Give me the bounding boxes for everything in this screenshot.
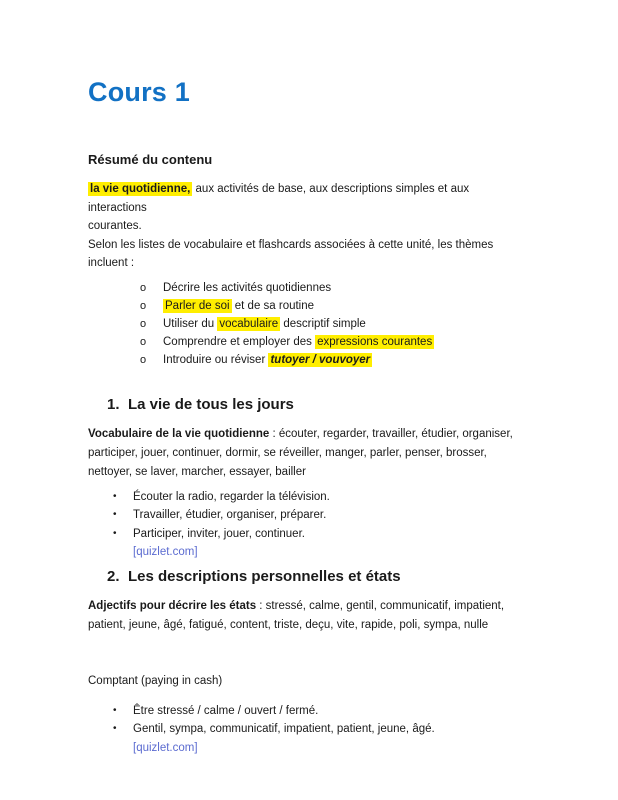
highlighted-phrase: expressions courantes xyxy=(317,335,433,348)
vocab-paragraph xyxy=(88,425,530,482)
cash-note: Comptant (paying in cash) xyxy=(88,674,223,687)
section-2-number: 2. xyxy=(107,567,120,585)
circle-bullet-icon: o xyxy=(140,335,147,348)
page-title: Cours 1 xyxy=(88,77,190,107)
intro-line-3: Selon les listes de vocabulaire et flashcards associées à cette unité, les thèmes xyxy=(88,238,494,251)
theme-item xyxy=(88,351,530,369)
intro-line-1: la vie quotidienne, aux activités de base, aux descriptions simples et aux interactions xyxy=(88,183,470,214)
theme-text: Parler de soi et de sa routine xyxy=(165,299,315,312)
circle-bullet-icon: o xyxy=(140,317,147,330)
section-1-number: 1. xyxy=(107,395,120,413)
circle-bullet-icon: o xyxy=(140,353,147,366)
theme-item xyxy=(88,297,530,315)
bullet-icon: • xyxy=(113,527,117,539)
theme-text: Utiliser du vocabulaire descriptif simple xyxy=(163,317,366,330)
section-1-heading xyxy=(88,394,530,415)
adjectives-line-1: Adjectifs pour décrire les états : stressé, calme, gentil, communicatif, impatient, xyxy=(88,599,505,612)
highlighted-phrase: vocabulaire xyxy=(219,317,279,330)
bullet-icon: • xyxy=(113,723,117,734)
theme-item xyxy=(88,333,530,351)
bullet-icon: • xyxy=(113,509,117,520)
bullet-text: Gentil, sympa, communicatif, impatient, patient, jeune, âgé. xyxy=(133,723,435,735)
bullet-item xyxy=(88,488,530,507)
bullet-item xyxy=(88,720,530,739)
section-2-title: Les descriptions personnelles et états xyxy=(128,567,401,585)
adjectives-line-2: patient, jeune, âgé, fatigué, content, triste, deçu, vite, rapide, poli, sympa, nulle xyxy=(88,618,489,631)
intro-line-2: courantes. xyxy=(88,220,142,232)
bullet-text: Participer, inviter, jouer, continuer. xyxy=(133,527,305,540)
intro-paragraph xyxy=(88,180,530,273)
theme-list xyxy=(88,279,530,369)
section-1-title: La vie de tous les jours xyxy=(128,395,294,413)
source-link-row xyxy=(88,739,530,758)
summary-heading: Résumé du contenu xyxy=(88,152,213,167)
section-1-bullet-list xyxy=(88,488,530,562)
bullet-item xyxy=(88,506,530,525)
theme-text: Comprendre et employer des expressions courantes xyxy=(163,335,433,348)
adjectives-label: Adjectifs pour décrire les états xyxy=(88,599,257,612)
vocab-label: Vocabulaire de la vie quotidienne xyxy=(88,427,270,440)
theme-text: Introduire ou réviser tutoyer / vouvoyer xyxy=(163,353,371,366)
highlighted-phrase: Parler de soi xyxy=(165,299,230,312)
theme-text: Décrire les activités quotidiennes xyxy=(163,281,332,294)
bullet-item xyxy=(88,702,530,721)
bullet-text: Écouter la radio, regarder la télévision. xyxy=(133,490,330,503)
intro-line-4: incluent : xyxy=(88,257,135,269)
highlighted-phrase: tutoyer / vouvoyer xyxy=(270,353,371,366)
quizlet-link[interactable]: [quizlet.com] xyxy=(133,546,198,558)
bullet-text: Être stressé / calme / ouvert / fermé. xyxy=(133,704,319,717)
vocab-line-3: nettoyer, se laver, marcher, essayer, bailler xyxy=(88,465,306,478)
bullet-item xyxy=(88,525,530,544)
quizlet-link[interactable]: [quizlet.com] xyxy=(133,741,198,754)
circle-bullet-icon: o xyxy=(140,299,147,312)
adjectives-paragraph xyxy=(88,597,530,635)
section-2-heading xyxy=(88,566,530,587)
section-2-bullet-list xyxy=(88,702,530,758)
vocab-line-1: Vocabulaire de la vie quotidienne : écouter, regarder, travailler, étudier, organiser, xyxy=(88,427,513,440)
circle-bullet-icon: o xyxy=(140,281,147,294)
bullet-text: Travailler, étudier, organiser, préparer. xyxy=(133,509,327,521)
source-link-row xyxy=(88,543,530,562)
vocab-line-2: participer, jouer, continuer, dormir, se réveiller, manger, parler, penser, brosser, xyxy=(88,446,487,459)
bullet-icon: • xyxy=(113,704,117,716)
theme-item xyxy=(88,315,530,333)
theme-item xyxy=(88,279,530,297)
highlighted-phrase: la vie quotidienne, xyxy=(90,183,191,195)
bullet-icon: • xyxy=(113,490,117,502)
